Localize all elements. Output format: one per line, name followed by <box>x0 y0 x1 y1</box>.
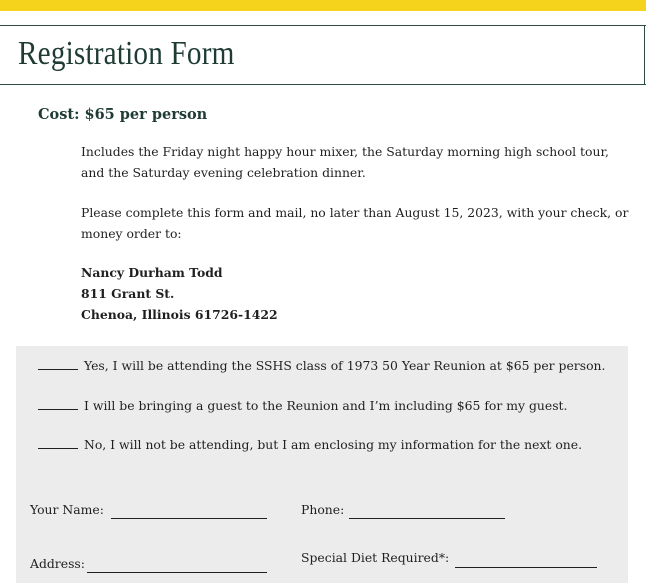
mailing-name: Nancy Durham Todd <box>81 265 223 280</box>
address-label: Address: <box>30 556 85 571</box>
option-attending-blank[interactable] <box>38 359 78 370</box>
includes-line-1: Includes the Friday night happy hour mixer, the Saturday morning high school tour, <box>81 144 609 159</box>
option-guest-text: I will be bringing a guest to the Reunion and I’m including $65 for my guest. <box>84 398 568 413</box>
header-top-rule <box>0 25 646 26</box>
header-bottom-rule <box>0 84 646 85</box>
instructions-paragraph <box>81 202 628 244</box>
option-attending-text: Yes, I will be attending the SSHS class of 1973 50 Year Reunion at $65 per person. <box>84 358 606 373</box>
phone-label: Phone: <box>301 502 345 517</box>
phone-field[interactable] <box>349 518 505 519</box>
option-not-attending-blank[interactable] <box>38 438 78 449</box>
your-name-label: Your Name: <box>30 502 104 517</box>
address-field[interactable] <box>87 572 267 573</box>
includes-paragraph <box>81 141 609 183</box>
mailing-street: 811 Grant St. <box>81 286 175 301</box>
mailing-address <box>81 262 278 325</box>
includes-line-2: and the Saturday evening celebration dinner. <box>81 165 366 180</box>
mailing-city: Chenoa, Illinois 61726-1422 <box>81 307 278 322</box>
special-diet-label: Special Diet Required*: <box>301 550 450 565</box>
page-title: Registration Form <box>18 35 235 72</box>
top-accent-bar <box>0 0 646 11</box>
option-guest-blank[interactable] <box>38 399 78 410</box>
cost-heading: Cost: $65 per person <box>38 106 208 123</box>
option-attending <box>38 358 605 373</box>
header-right-rule <box>644 25 645 85</box>
instructions-line-1: Please complete this form and mail, no later than August 15, 2023, with your check, or <box>81 205 629 220</box>
option-not-attending <box>38 437 582 452</box>
special-diet-field[interactable] <box>455 567 597 568</box>
instructions-line-2: money order to: <box>81 226 182 241</box>
response-form-panel <box>16 346 628 583</box>
your-name-field[interactable] <box>111 518 267 519</box>
option-guest <box>38 398 567 413</box>
option-not-attending-text: No, I will not be attending, but I am enclosing my information for the next one. <box>84 437 583 452</box>
